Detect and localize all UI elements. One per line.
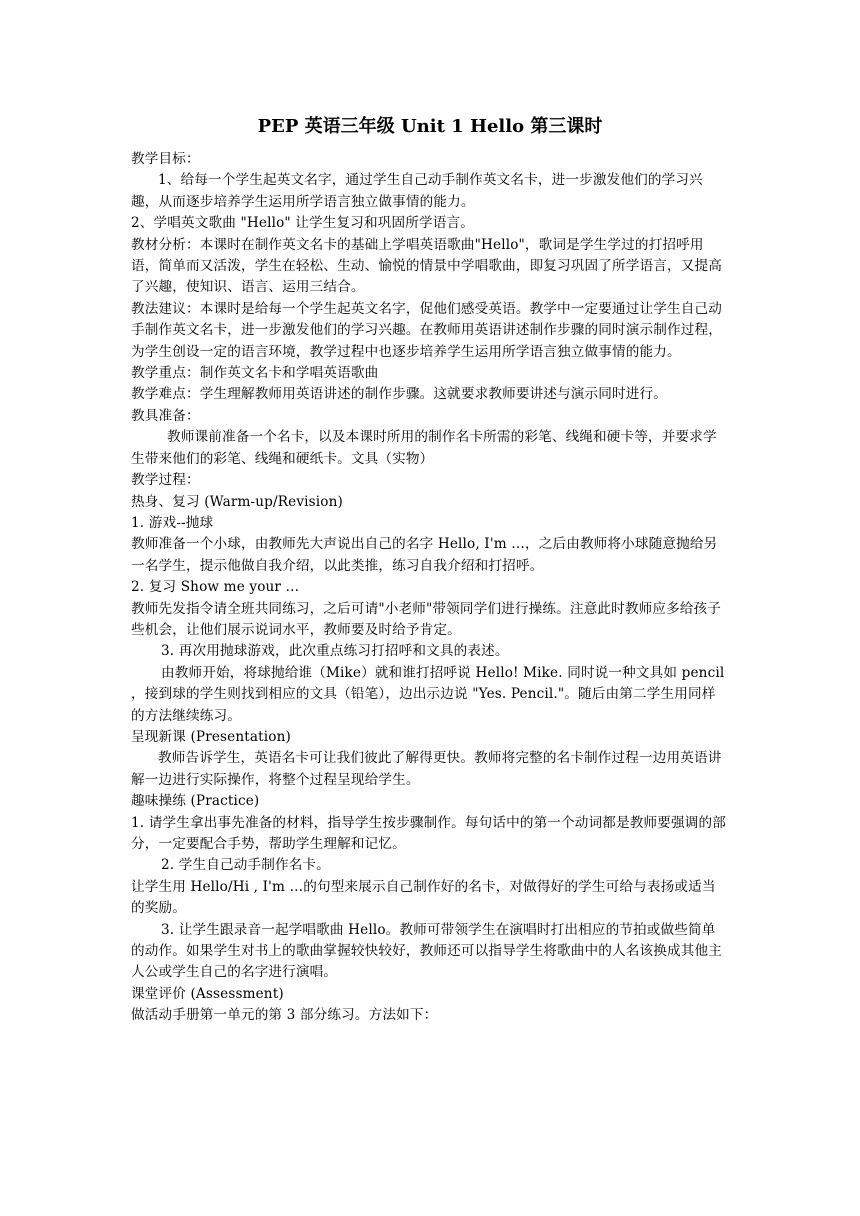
materials-paragraph: 教师课前准备一个名卡，以及本课时所用的制作名卡所需的彩笔、线绳和硬卡等，并要求学生带来他们的彩笔、线绳和硬纸卡。文具（实物） [131,429,717,467]
section-heading-process: 教学过程： [131,472,200,489]
section-heading-materials: 教具准备： [131,407,200,424]
warmup-item-2: 2. 复习 Show me your … [131,579,300,596]
practice-item-2: 2. 学生自己动手制作名卡。 [161,857,330,874]
document-title: PEP 英语三年级 Unit 1 Hello 第三课时 [257,116,603,137]
warmup-item-2-text: 教师先发指令请全班共同练习，之后可请"小老师"带领同学们进行操练。注意此时教师应多给孩子些机会，让他们展示说词水平，教师要及时给予肯定。 [131,600,722,638]
section-heading-objectives: 教学目标： [131,151,200,167]
subheading-warmup: 热身、复习 (Warm-up/Revision) [131,493,343,510]
practice-item-1: 1. 请学生拿出事先准备的材料，指导学生按步骤制作。每句话中的第一个动词都是教师要强调的部分，一定要配合手势，帮助学生理解和记忆。 [131,814,726,852]
practice-item-2-text: 让学生用 Hello/Hi , I'm …的句型来展示自己制作好的名卡，对做得好的学生可给与表扬或适当的奖励。 [131,878,716,917]
document-body [131,149,729,1027]
material-analysis: 教材分析：本课时在制作英文名卡的基础上学唱英语歌曲"Hello"，歌词是学生学过的打招呼用语，简单而又活泼，学生在轻松、生动、愉悦的情景中学唱歌曲，即复习巩固了所学语言，又提高了兴趣，使知识、语言、运用三结合。 [131,236,722,296]
teaching-suggestion: 教法建议：本课时是给每一个学生起英文名字，促他们感受英语。教学中一定要通过让学生自己动手制作英文名卡，进一步激发他们的学习兴趣。在教师用英语讲述制作步骤的同时演示制作过程，为学生创设一定的语言环境，教学过程中也逐步培养学生运用所学语言独立做事情的能力。 [131,300,722,360]
warmup-item-1-text: 教师准备一个小球，由教师先大声说出自己的名字 Hello, I'm …，之后由教师将小球随意抛给另一名学生，提示他做自我介绍，以此类推，练习自我介绍和打招呼。 [131,536,718,574]
subheading-assessment: 课堂评价 (Assessment) [131,985,284,1002]
warmup-item-3: 3. 再次用抛球游戏，此次重点练习打招呼和文具的表述。 [161,643,509,660]
assessment-text: 做活动手册第一单元的第 3 部分练习。方法如下： [131,1007,438,1024]
subheading-practice: 趣味操练 (Practice) [131,793,260,810]
practice-item-3: 3. 让学生跟录音一起学唱歌曲 Hello。教师可带领学生在演唱时打出相应的节拍或做些简单的动作。如果学生对书上的歌曲掌握较快较好，教师还可以指导学生将歌曲中的人名该换成其他主人公或学生自己的名字进行演唱。 [131,921,722,981]
objective-item-2: 2、学唱英文歌曲 "Hello" 让学生复习和巩固所学语言。 [131,215,474,232]
objective-item-1: 1、给每一个学生起英文名字，通过学生自己动手制作英文名卡，进一步激发他们的学习兴趣，从而逐步培养学生运用所学语言独立做事情的能力。 [131,172,703,210]
difficult-points: 教学难点：学生理解教师用英语讲述的制作步骤。这就要求教师要讲述与演示同时进行。 [131,386,668,403]
warmup-item-1: 1. 游戏--抛球 [131,514,214,531]
presentation-text: 教师告诉学生，英语名卡可让我们彼此了解得更快。教师将完整的名卡制作过程一边用英语讲解一边进行实际操作，将整个过程呈现给学生。 [131,750,722,788]
subheading-presentation: 呈现新课 (Presentation) [131,728,291,745]
warmup-item-3-text: 由教师开始，将球抛给谁（Mike）就和谁打招呼说 Hello! Mike. 同时说一种文具如 pencil ，接到球的学生则找到相应的文具（铅笔），边出示边说 "Yes. Pencil."。随后由第二学生用同样的方法继续练习。 [131,664,725,724]
key-points: 教学重点：制作英文名卡和学唱英语歌曲 [131,365,379,382]
